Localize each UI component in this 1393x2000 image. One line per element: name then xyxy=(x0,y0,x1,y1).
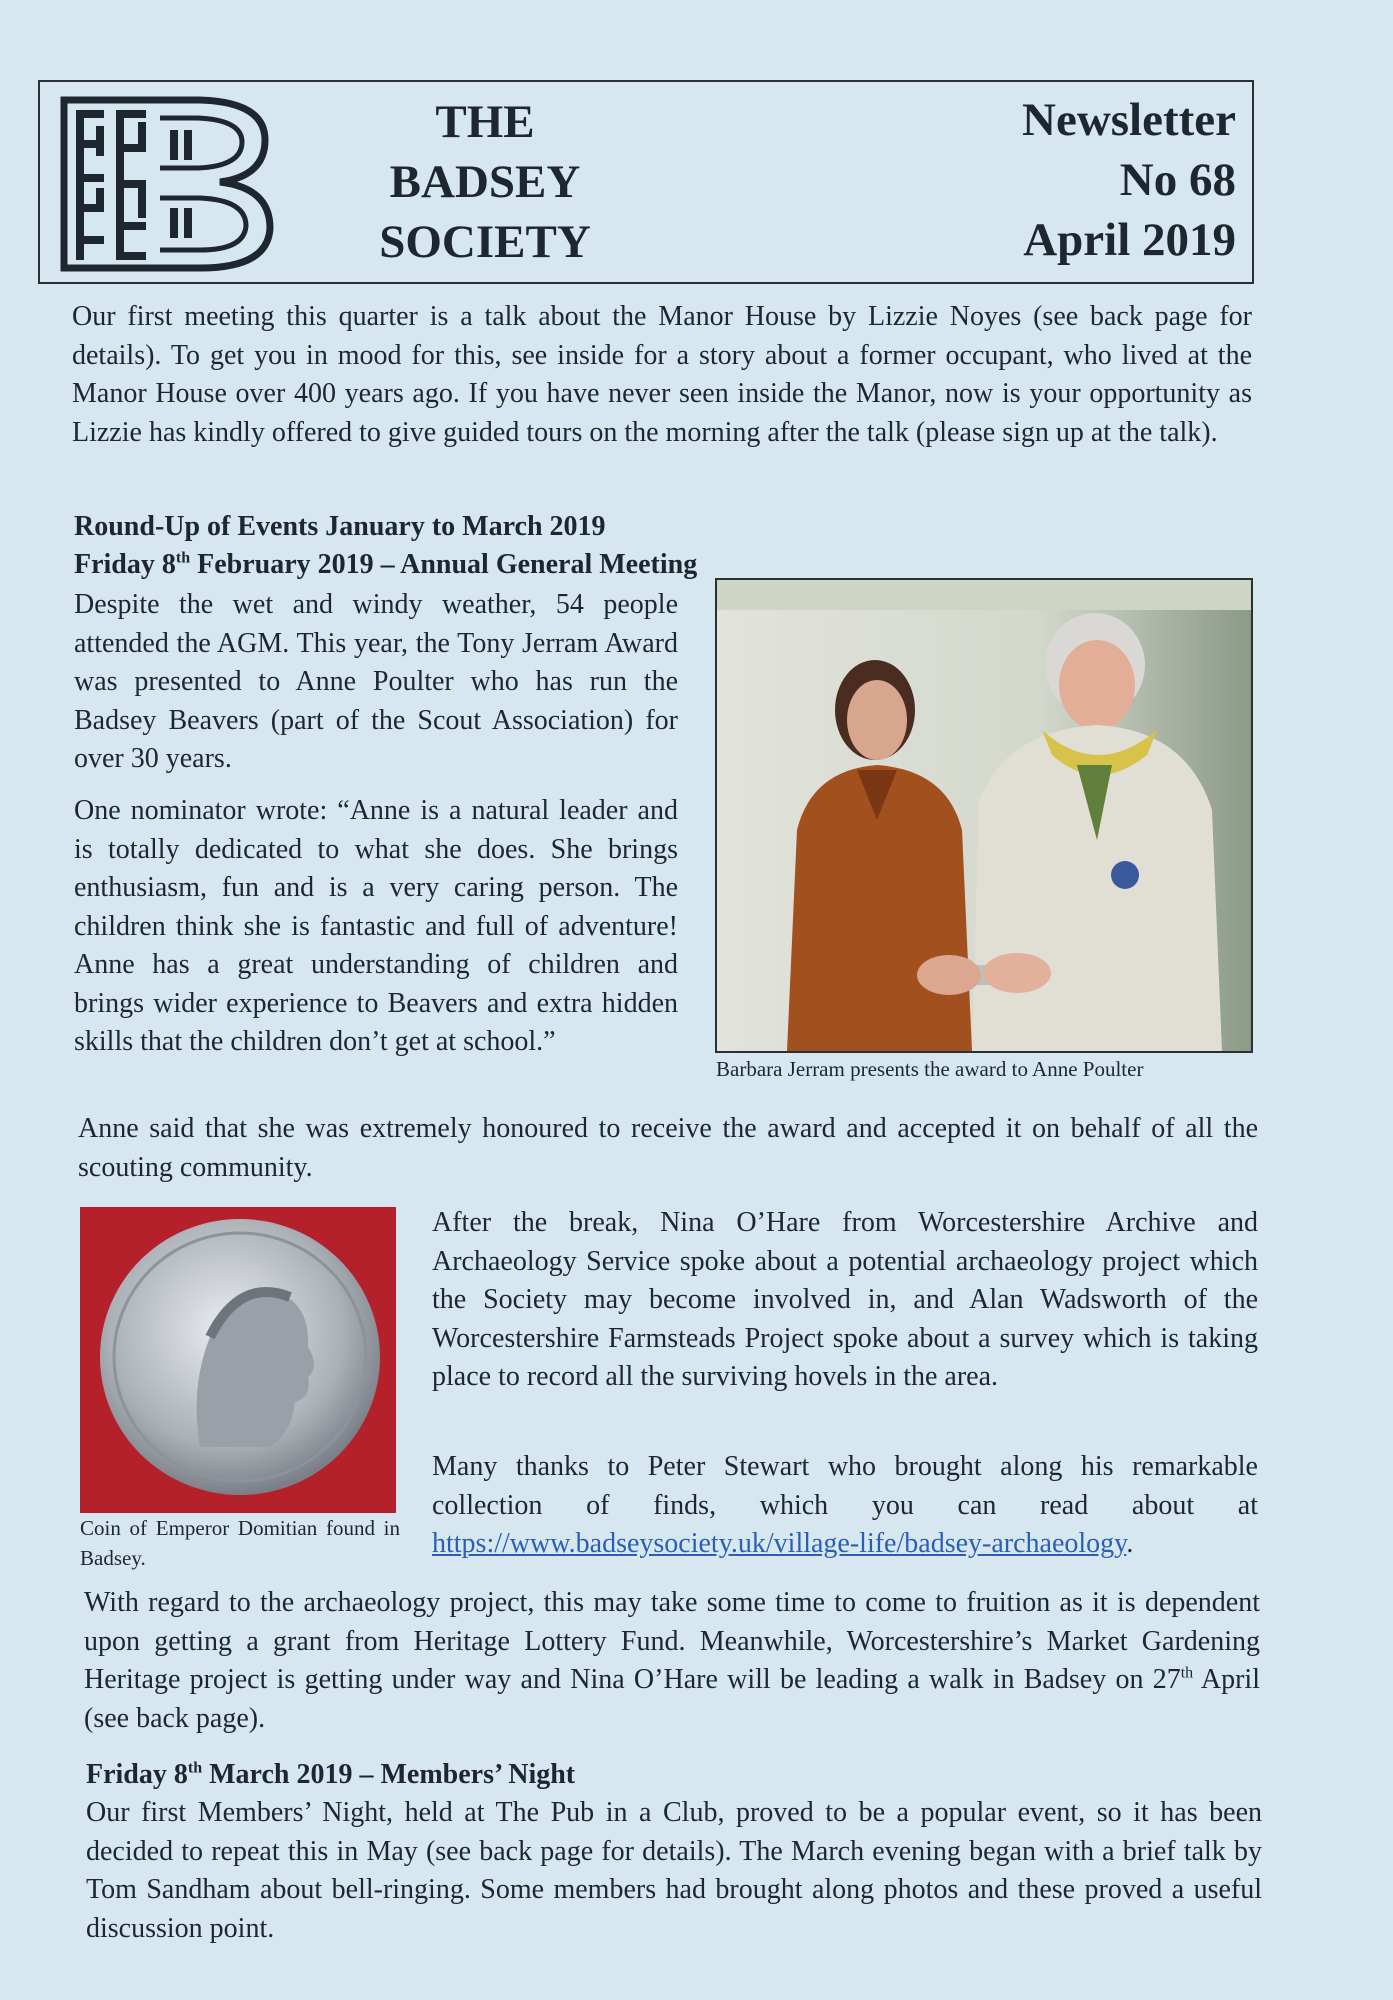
archaeology-text-end: April (see back page). xyxy=(84,1664,1260,1734)
coin-image xyxy=(80,1207,396,1513)
society-name xyxy=(330,92,640,272)
agm-paragraph-1: Despite the wet and windy weather, 54 people attended the AGM. This year, the Tony Jerram Award was presented to Anne Poulter who has run the Badsey Beavers (part of the Scout Association) for over 30 years. xyxy=(74,589,678,774)
members-heading-text: March 2019 – Members’ Night xyxy=(202,1759,576,1790)
award-photo xyxy=(715,578,1253,1053)
members-night-heading xyxy=(86,1756,575,1794)
issue-date: April 2019 xyxy=(1023,214,1236,266)
members-night-paragraph: Our first Members’ Night, held at The Pub in a Club, proved to be a popular event, so it has been decided to repeat this in May (see back page for details). The March evening began with a brief talk by Tom Sandham about bell-ringing. Some members had brought along photos and these proved a useful discussion point. xyxy=(86,1797,1262,1944)
agm-heading xyxy=(74,546,697,584)
archaeology-paragraph xyxy=(84,1584,1260,1738)
issue-number: No 68 xyxy=(1119,154,1236,206)
agm-paragraph-3: Anne said that she was extremely honoured to receive the award and accepted it on behalf of all the scouting community. xyxy=(78,1113,1258,1183)
archaeology-link[interactable]: https://www.badseysociety.uk/village-life/badsey-archaeology xyxy=(432,1528,1127,1559)
coin-caption: Coin of Emperor Domitian found in Badsey. xyxy=(80,1516,400,1570)
badsey-society-logo xyxy=(60,96,274,272)
agm-heading-sup: th xyxy=(175,549,191,567)
roundup-heading: Round-Up of Events January to March 2019 xyxy=(74,511,606,542)
society-name-line: THE xyxy=(435,96,535,148)
masthead xyxy=(38,80,1254,284)
agm-heading-text: February 2019 – Annual General Meeting xyxy=(190,549,698,580)
members-heading-text: Friday 8 xyxy=(86,1759,188,1790)
agm-paragraph-2: One nominator wrote: “Anne is a natural leader and is totally dedicated to what she does. She brings enthusiasm, fun and is a very caring person. The children think she is fantastic and full of adventure! Anne has a great understanding of children and brings wider experience to Beavers and extra hidden skills that the children don’t get at school.” xyxy=(74,795,678,1057)
award-photo-image xyxy=(717,580,1251,1051)
society-name-line: SOCIETY xyxy=(379,216,591,268)
intro-paragraph: Our first meeting this quarter is a talk about the Manor House by Lizzie Noyes (see back page for details). To get you in mood for this, see inside for a story about a former occupant, who lived at the Manor House over 400 years ago. If you have never seen inside the Manor, now is your opportunity as Lizzie has kindly offered to give guided tours on the morning after the talk (please sign up at the talk). xyxy=(72,301,1252,448)
photo-caption: Barbara Jerram presents the award to Anne Poulter xyxy=(716,1057,1144,1081)
issue-title: Newsletter xyxy=(1022,94,1236,146)
agm-heading-text: Friday 8 xyxy=(74,549,176,580)
thanks-paragraph xyxy=(432,1448,1258,1564)
break-paragraph: After the break, Nina O’Hare from Worcestershire Archive and Archaeology Service spoke about a potential archaeology project which the Society may become involved in, and Alan Wadsworth of the Worcestershire Farmsteads Project spoke about a survey which is taking place to record all the surviving hovels in the area. xyxy=(432,1207,1258,1392)
society-name-line: BADSEY xyxy=(389,156,581,208)
thanks-text: Many thanks to Peter Stewart who brought along his remarkable collection of finds, which you can read about at xyxy=(432,1451,1258,1521)
archaeology-text: With regard to the archaeology project, this may take some time to come to fruition as it is dependent upon getting a grant from Heritage Lottery Fund. Meanwhile, Worcestershire’s Market Gardening Heritage project is getting under way and Nina O’Hare will be leading a walk in Badsey on 27 xyxy=(84,1587,1260,1695)
coin-photo xyxy=(80,1207,396,1513)
members-heading-sup: th xyxy=(187,1759,203,1777)
thanks-text-end: . xyxy=(1126,1528,1134,1559)
issue-info xyxy=(936,90,1236,270)
archaeology-sup: th xyxy=(1180,1664,1194,1682)
